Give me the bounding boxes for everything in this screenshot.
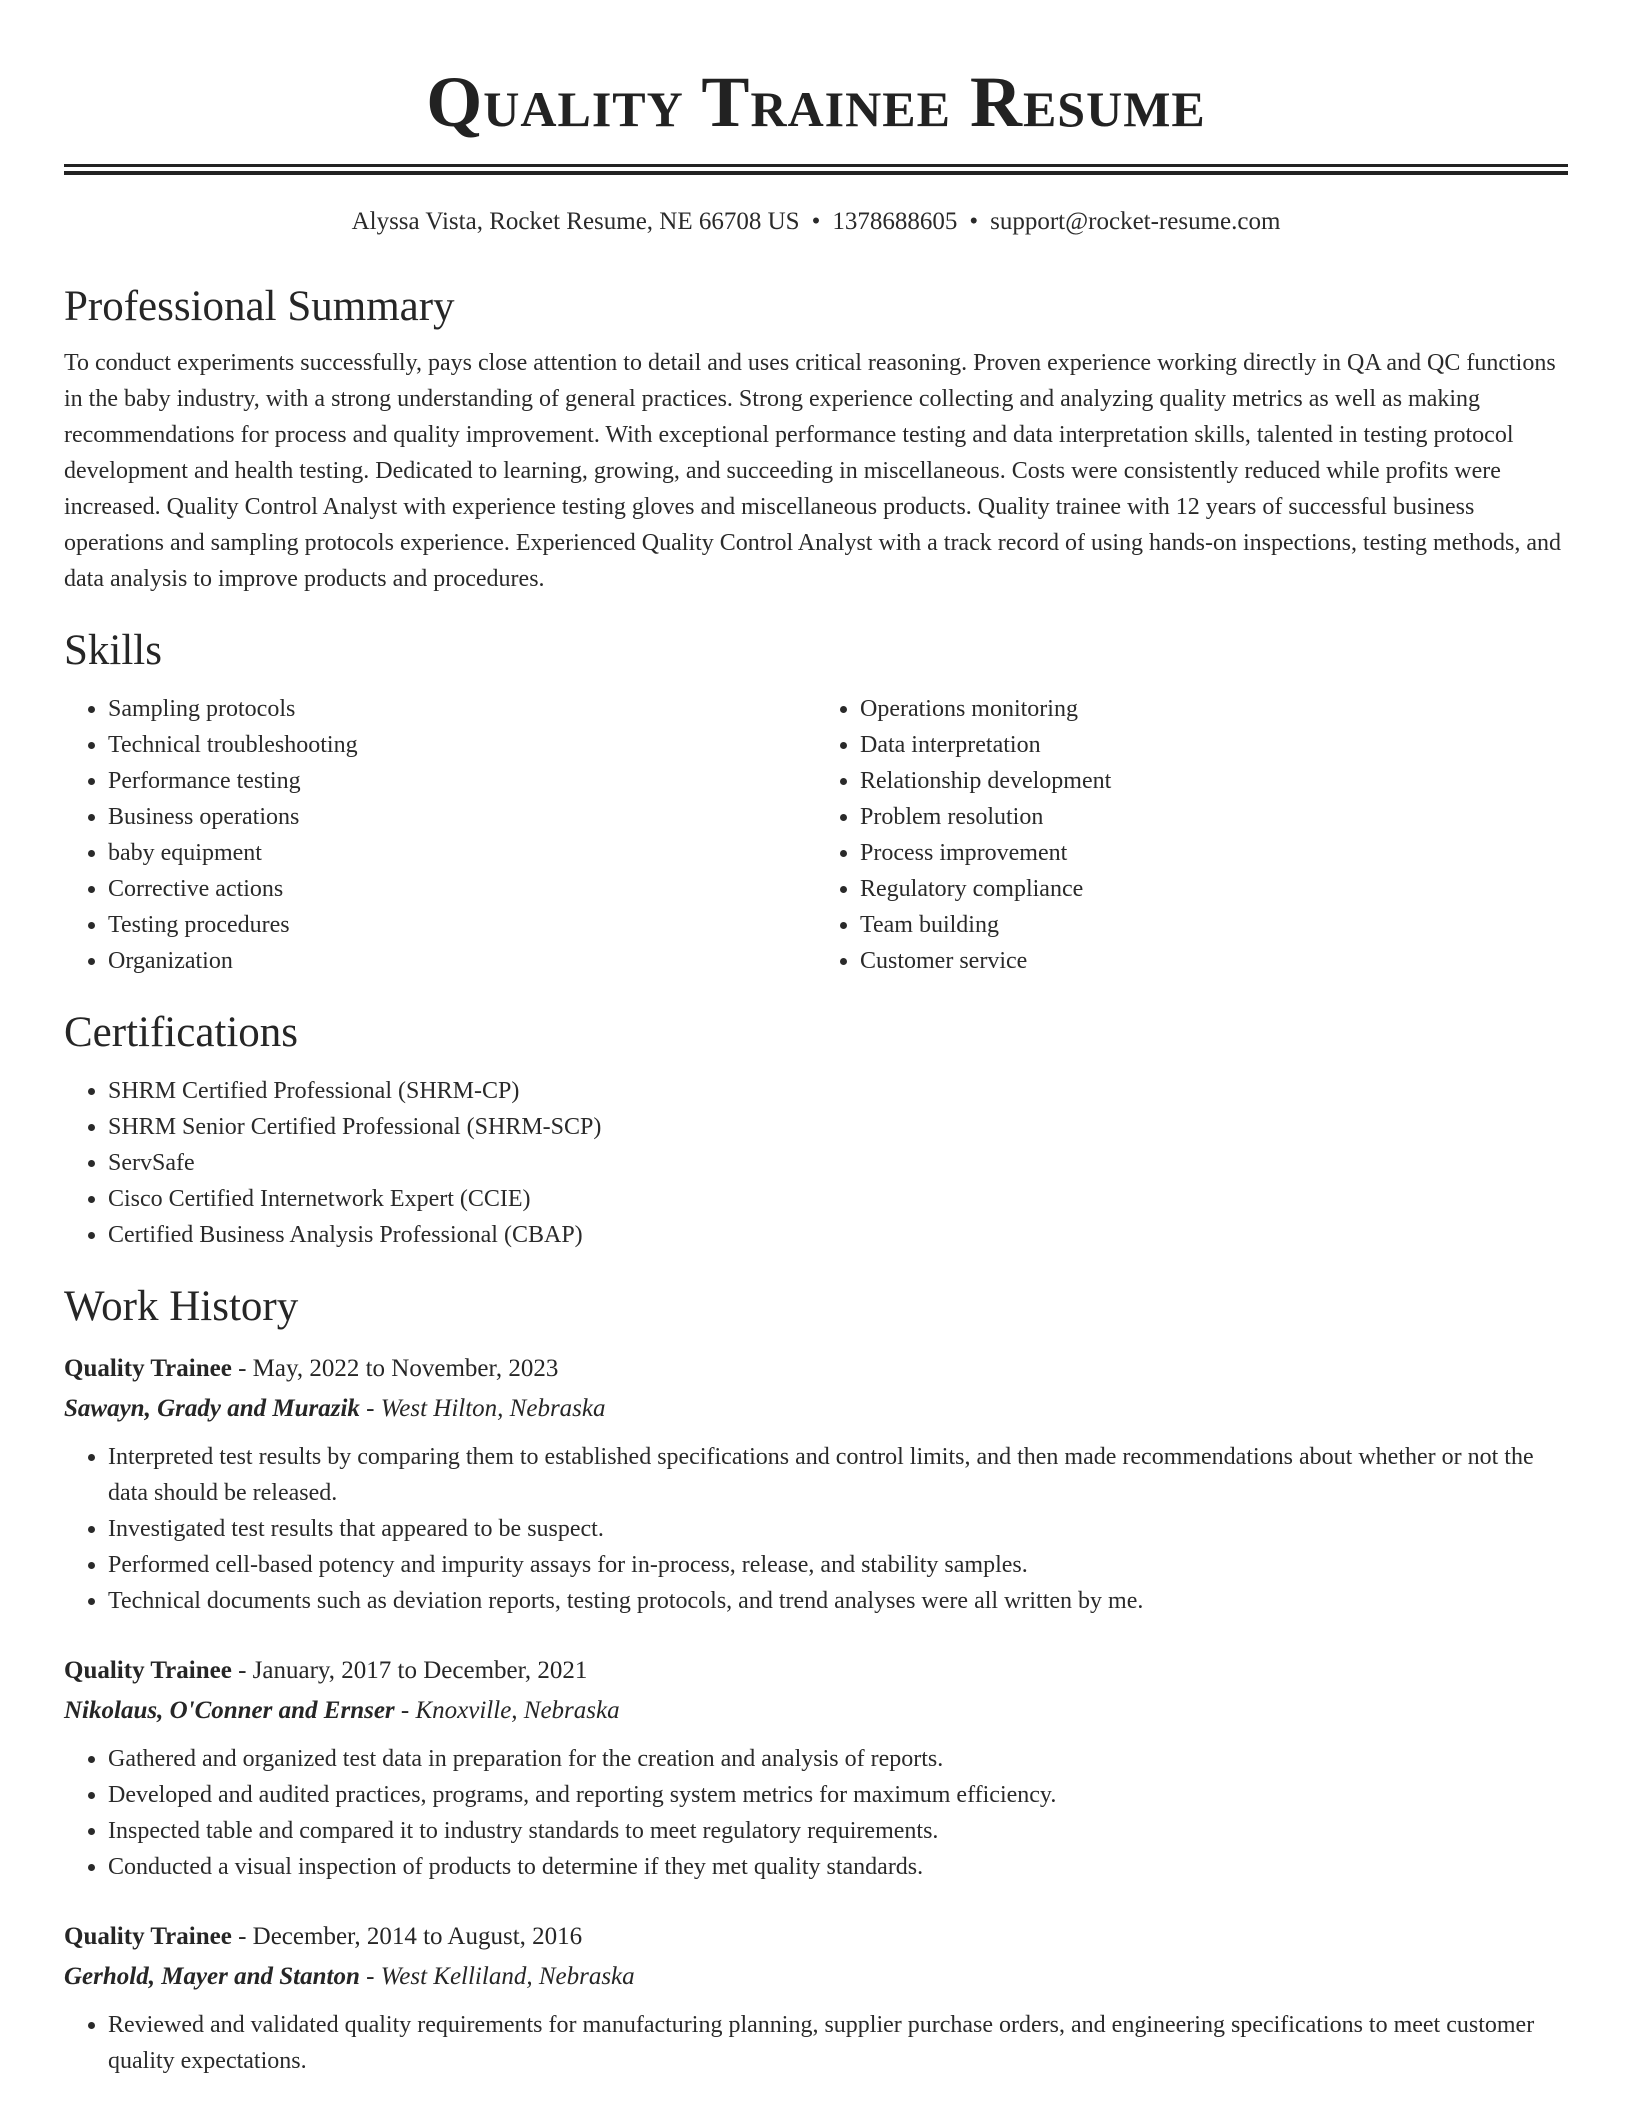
job-bullet: • Inspected table and compared it to industry standards to meet regulatory requirements. [108,1813,1568,1849]
company-name: Sawayn, Grady and Murazik [64,1395,360,1422]
job-location: Knoxville, Nebraska [415,1697,620,1724]
skill-item: • Sampling protocols [108,691,816,727]
certification-item: • ServSafe [108,1145,1568,1181]
skill-item: • Team building [860,907,1568,943]
certification-item: • SHRM Certified Professional (SHRM-CP) [108,1073,1568,1109]
job-bullets [64,2007,1568,2079]
job-bullet: • Developed and audited practices, programs, and reporting system metrics for maximum efficiency. [108,1777,1568,1813]
company-line: Sawayn, Grady and Murazik - West Hilton, Nebraska [64,1395,606,1422]
certification-item: • Cisco Certified Internetwork Expert (CCIE) [108,1181,1568,1217]
skill-item: • Customer service [860,943,1568,979]
contact-email: support@rocket-resume.com [990,208,1281,235]
job-entry [64,1651,1568,1885]
skill-item: • Process improvement [860,835,1568,871]
certification-item: • Certified Business Analysis Professional (CBAP) [108,1217,1568,1253]
job-title-line: Quality Trainee - December, 2014 to August, 2016 [64,1923,583,1950]
job-location: West Kelliland, Nebraska [380,1963,635,1990]
resume-title: Quality Trainee Resume [426,62,1206,142]
certifications-heading: Certifications [64,1009,299,1056]
job-title-line: Quality Trainee - May, 2022 to November, 2023 [64,1355,559,1382]
job-bullets [64,1741,1568,1885]
company-name: Nikolaus, O'Conner and Ernser [64,1697,395,1724]
contact-separator: • [811,208,821,235]
job-title: Quality Trainee [64,1923,232,1950]
summary-text: To conduct experiments successfully, pays close attention to detail and uses critical reasoning. Proven experience working directly in QA and QC functions in the baby industry, with a strong understanding of general practices. Strong experience collecting and analyzing quality metrics as well as making recommendations for process and quality improvement. With exceptional performance testing and data interpretation skills, talented in testing protocol development and health testing. Dedicated to learning, growing, and succeeding in miscellaneous. Costs were consistently reduced while profits were increased. Quality Control Analyst with experience testing gloves and miscellaneous products. Quality trainee with 12 years of successful business operations and sampling protocols experience. Experienced Quality Control Analyst with a track record of using hands-on inspections, testing methods, and data analysis to improve products and procedures. [64,350,1561,592]
skill-item: • Problem resolution [860,799,1568,835]
job-bullet: • Conducted a visual inspection of products to determine if they met quality standards. [108,1849,1568,1885]
job-bullets [64,1439,1568,1619]
contact-address: Alyssa Vista, Rocket Resume, NE 66708 US [351,208,800,235]
job-dates: January, 2017 to December, 2021 [252,1657,588,1684]
skill-item: • Regulatory compliance [860,871,1568,907]
title-divider [64,164,1568,175]
skills-list-left [64,691,816,979]
job-dates: December, 2014 to August, 2016 [252,1923,583,1950]
skills-columns [64,691,1568,979]
job-bullet: • Technical documents such as deviation reports, testing protocols, and trend analyses were all written by me. [108,1583,1568,1619]
job-location: West Hilton, Nebraska [380,1395,606,1422]
summary-heading: Professional Summary [64,283,455,330]
contact-line [64,205,1568,239]
certifications-list [64,1073,1568,1253]
skill-item: • Relationship development [860,763,1568,799]
job-entry [64,1917,1568,2079]
skill-item: • Business operations [108,799,816,835]
job-title: Quality Trainee [64,1657,232,1684]
job-bullet: • Gathered and organized test data in preparation for the creation and analysis of reports. [108,1741,1568,1777]
job-bullet: • Reviewed and validated quality requirements for manufacturing planning, supplier purchase orders, and engineering specifications to meet customer quality expectations. [108,2007,1568,2079]
company-line: Nikolaus, O'Conner and Ernser - Knoxville, Nebraska [64,1697,620,1724]
company-line: Gerhold, Mayer and Stanton - West Kelliland, Nebraska [64,1963,635,1990]
contact-separator: • [969,208,979,235]
skill-item: • Organization [108,943,816,979]
job-title: Quality Trainee [64,1355,232,1382]
job-bullet: • Investigated test results that appeared to be suspect. [108,1511,1568,1547]
work-history-heading: Work History [64,1283,299,1330]
job-entry [64,1349,1568,1619]
job-dates: May, 2022 to November, 2023 [252,1355,559,1382]
skill-item: • baby equipment [108,835,816,871]
job-bullet: • Interpreted test results by comparing them to established specifications and control limits, and then made recommendations about whether or not the data should be released. [108,1439,1568,1511]
skill-item: • Operations monitoring [860,691,1568,727]
company-name: Gerhold, Mayer and Stanton [64,1963,360,1990]
job-bullet: • Performed cell-based potency and impurity assays for in-process, release, and stability samples. [108,1547,1568,1583]
skills-list-right [816,691,1568,979]
skill-item: • Testing procedures [108,907,816,943]
skill-item: • Data interpretation [860,727,1568,763]
certification-item: • SHRM Senior Certified Professional (SHRM-SCP) [108,1109,1568,1145]
skill-item: • Corrective actions [108,871,816,907]
job-title-line: Quality Trainee - January, 2017 to December, 2021 [64,1657,588,1684]
skill-item: • Performance testing [108,763,816,799]
contact-phone: 1378688605 [832,208,958,235]
skill-item: • Technical troubleshooting [108,727,816,763]
skills-heading: Skills [64,627,162,674]
